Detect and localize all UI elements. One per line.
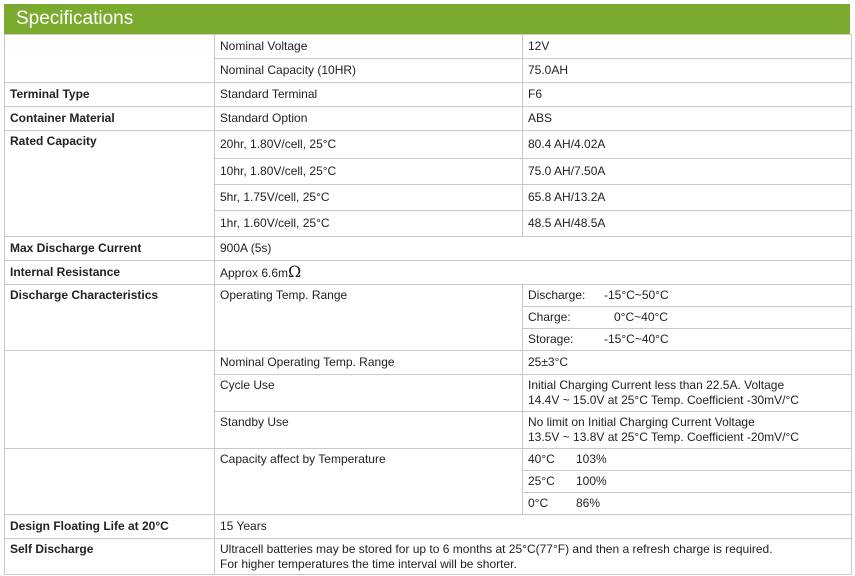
rated-cond: 10hr, 1.80V/cell, 25°C bbox=[215, 159, 523, 185]
empty-cell bbox=[5, 351, 215, 449]
resistance-value bbox=[215, 261, 852, 285]
range-row bbox=[523, 307, 852, 329]
standby-line: 13.5V ~ 13.8V at 25°C Temp. Coefficient -20mV/°C bbox=[528, 430, 799, 444]
standby-line: No limit on Initial Charging Current Voltage bbox=[528, 415, 755, 429]
self-discharge-line: Ultracell batteries may be stored for up to 6 months at 25°C(77°F) and then a refresh charge is required. bbox=[220, 542, 773, 556]
table-row bbox=[5, 35, 852, 59]
range-name: Storage: bbox=[528, 332, 574, 346]
cycle-line: 14.4V ~ 15.0V at 25°C Temp. Coefficient -30mV/°C bbox=[528, 393, 799, 407]
container-option: Standard Option bbox=[215, 107, 523, 131]
table-row bbox=[5, 351, 852, 375]
resistance-text: Approx 6.6m bbox=[220, 266, 289, 280]
range-label: Operating Temp. Range bbox=[215, 285, 523, 351]
self-discharge-line: For higher temperatures the time interval will be shorter. bbox=[220, 557, 517, 571]
range-value: 0°C~40°C bbox=[614, 310, 668, 324]
nominal-temp-value: 25±3°C bbox=[523, 351, 852, 375]
table-row bbox=[5, 237, 852, 261]
rated-label: Rated Capacity bbox=[5, 131, 215, 237]
self-discharge-value bbox=[215, 539, 852, 575]
cycle-line: Initial Charging Current less than 22.5A. Voltage bbox=[528, 378, 785, 392]
rated-cond: 5hr, 1.75V/cell, 25°C bbox=[215, 185, 523, 211]
capacity-label: Nominal Capacity (10HR) bbox=[215, 59, 523, 83]
table-row bbox=[5, 107, 852, 131]
rated-value: 65.8 AH/13.2A bbox=[523, 185, 852, 211]
table-row bbox=[5, 515, 852, 539]
temp-row bbox=[523, 471, 852, 493]
empty-cell bbox=[5, 35, 215, 83]
standby-label: Standby Use bbox=[215, 412, 523, 449]
rated-value: 48.5 AH/48.5A bbox=[523, 211, 852, 237]
terminal-option: Standard Terminal bbox=[215, 83, 523, 107]
terminal-value: F6 bbox=[523, 83, 852, 107]
max-discharge-value: 900A (5s) bbox=[215, 237, 852, 261]
table-row bbox=[5, 131, 852, 159]
ohm-unit: Ω bbox=[288, 262, 302, 281]
voltage-value: 12V bbox=[523, 35, 852, 59]
section-title: Specifications bbox=[16, 8, 134, 29]
nominal-temp-label: Nominal Operating Temp. Range bbox=[215, 351, 523, 375]
cycle-label: Cycle Use bbox=[215, 375, 523, 412]
voltage-label: Nominal Voltage bbox=[215, 35, 523, 59]
temp-capacity-label: Capacity affect by Temperature bbox=[215, 449, 523, 515]
temp-value: 0°C bbox=[528, 496, 549, 510]
range-name: Charge: bbox=[528, 310, 571, 324]
range-value: -15°C~50°C bbox=[604, 288, 669, 302]
rated-value: 80.4 AH/4.02A bbox=[523, 131, 852, 159]
temp-pct: 86% bbox=[576, 496, 601, 510]
cycle-value bbox=[523, 375, 852, 412]
floating-value: 15 Years bbox=[215, 515, 852, 539]
empty-cell bbox=[5, 449, 215, 515]
range-row bbox=[523, 329, 852, 351]
temp-value: 25°C bbox=[528, 474, 555, 488]
temp-pct: 100% bbox=[576, 474, 607, 488]
temp-row bbox=[523, 449, 852, 471]
section-header bbox=[4, 4, 850, 34]
table-row bbox=[5, 285, 852, 307]
range-name: Discharge: bbox=[528, 288, 586, 302]
container-label: Container Material bbox=[5, 107, 215, 131]
rated-value: 75.0 AH/7.50A bbox=[523, 159, 852, 185]
temp-pct: 103% bbox=[576, 452, 607, 466]
table-row bbox=[5, 83, 852, 107]
resistance-label: Internal Resistance bbox=[5, 261, 215, 285]
table-row bbox=[5, 449, 852, 471]
container-value: ABS bbox=[523, 107, 852, 131]
range-value: -15°C~40°C bbox=[604, 332, 669, 346]
max-discharge-label: Max Discharge Current bbox=[5, 237, 215, 261]
range-row bbox=[523, 285, 852, 307]
table-row bbox=[5, 539, 852, 575]
spec-table bbox=[4, 34, 852, 575]
temp-value: 40°C bbox=[528, 452, 555, 466]
floating-label: Design Floating Life at 20°C bbox=[5, 515, 215, 539]
standby-value bbox=[523, 412, 852, 449]
terminal-label: Terminal Type bbox=[5, 83, 215, 107]
rated-cond: 1hr, 1.60V/cell, 25°C bbox=[215, 211, 523, 237]
discharge-char-label: Discharge Characteristics bbox=[5, 285, 215, 351]
table-row bbox=[5, 261, 852, 285]
temp-row bbox=[523, 493, 852, 515]
capacity-value: 75.0AH bbox=[523, 59, 852, 83]
rated-cond: 20hr, 1.80V/cell, 25°C bbox=[215, 131, 523, 159]
self-discharge-label: Self Discharge bbox=[5, 539, 215, 575]
